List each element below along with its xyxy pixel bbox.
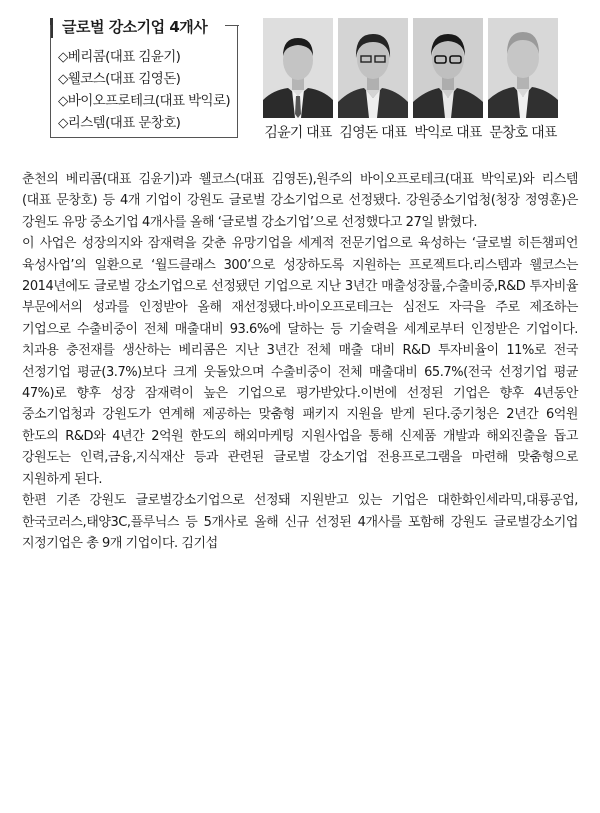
company-list bbox=[58, 46, 230, 134]
company-list-item: ◇바이오프로테크(대표 박익로) bbox=[58, 93, 231, 109]
portrait-photo-2 bbox=[338, 18, 408, 118]
person-silhouette-icon bbox=[338, 18, 408, 118]
company-list-frame-edge bbox=[225, 25, 239, 26]
article-paragraph: 춘천의 베리콤(대표 김윤기)과 웰코스(대표 김영돈),원주의 바이오프로테크(대표 박익로)와 리스템(대표 문창호) 등 4개 기업이 강원도 글로벌 강소기업으로 선정됐다. 강원중소기업청(청장 정영훈)은 강원도 유망 중소기업 4개사를 올해 ‘글로벌 강소기업’으로 선정했다고 27일 밝혔다. bbox=[22, 172, 578, 230]
company-list-title: 글로벌 강소기업 4개사 bbox=[62, 18, 208, 36]
person-silhouette-icon bbox=[263, 18, 333, 118]
company-list-item: ◇베리콤(대표 김윤기) bbox=[58, 49, 181, 65]
portrait-photo-3 bbox=[413, 18, 483, 118]
person-silhouette-icon bbox=[488, 18, 558, 118]
portrait-caption-3: 박익로 대표 bbox=[414, 125, 482, 141]
portrait-photo-1 bbox=[263, 18, 333, 118]
article-body bbox=[22, 169, 578, 554]
company-list-box bbox=[50, 12, 240, 140]
company-list-item: ◇웰코스(대표 김영돈) bbox=[58, 71, 181, 87]
portrait-photo-4 bbox=[488, 18, 558, 118]
portrait-caption-1: 김윤기 대표 bbox=[264, 125, 332, 141]
article-paragraph: 한편 기존 강원도 글로벌강소기업으로 선정돼 지원받고 있는 기업은 대한화인세라믹,대룡공업,한국코러스,태양3C,플루닉스 등 5개사로 올해 신규 선정된 4개사를 포함해 강원도 글로벌강소기업 지정기업은 총 9개 기업이다. 김기섭 bbox=[22, 493, 578, 551]
company-list-item: ◇리스템(대표 문창호) bbox=[58, 115, 181, 131]
portrait-caption-2: 김영돈 대표 bbox=[339, 125, 407, 141]
portrait-caption-4: 문창호 대표 bbox=[489, 125, 557, 141]
article-paragraph: 이 사업은 성장의지와 잠재력을 갖춘 유망기업을 세계적 전문기업으로 육성하는 ‘글로벌 히든챔피언 육성사업’의 일환으로 ‘월드클래스 300’으로 성장하도록 지원하는 프로젝트다.리스템과 웰코스는 2014년에도 글로벌 강소기업으로 선정됐던 기업으로 지난 3년간 매출성장률,수출비중,R&D 투자비율 부문에서의 성과를 인정받아 올해 재선정됐다.바이오프로테크는 심전도 자극을 주로 제조하는 기업으로 수출비중이 전체 매출대비 93.6%에 달하는 등 기술력을 세계로부터 인정받은 기업이다.치과용 충전재를 생산하는 베리콤은 지난 3년간 전체 매출 대비 R&D 투자비율이 11%로 전국 선정기업 평균(3.7%)보다 크게 웃돌았으며 수출비중이 전체 매출대비 65.7%(전국 선정기업 평균 47%)로 향후 성장 잠재력이 높은 기업으로 평가받았다.이번에 선정된 기업은 향후 4년동안 중소기업청과 강원도가 연계해 제공하는 맞춤형 패키지 지원을 받게 된다.중기청은 2년간 6억원 한도의 R&D와 4년간 2억원 한도의 해외마케팅 지원사업을 통해 신제품 개발과 해외진출을 돕고 강원도는 인력,금융,지식재산 등과 관련된 글로벌 강소기업 전용프로그램을 마련해 맞춤형으로 지원하게 된다. bbox=[22, 236, 578, 487]
person-silhouette-icon bbox=[413, 18, 483, 118]
